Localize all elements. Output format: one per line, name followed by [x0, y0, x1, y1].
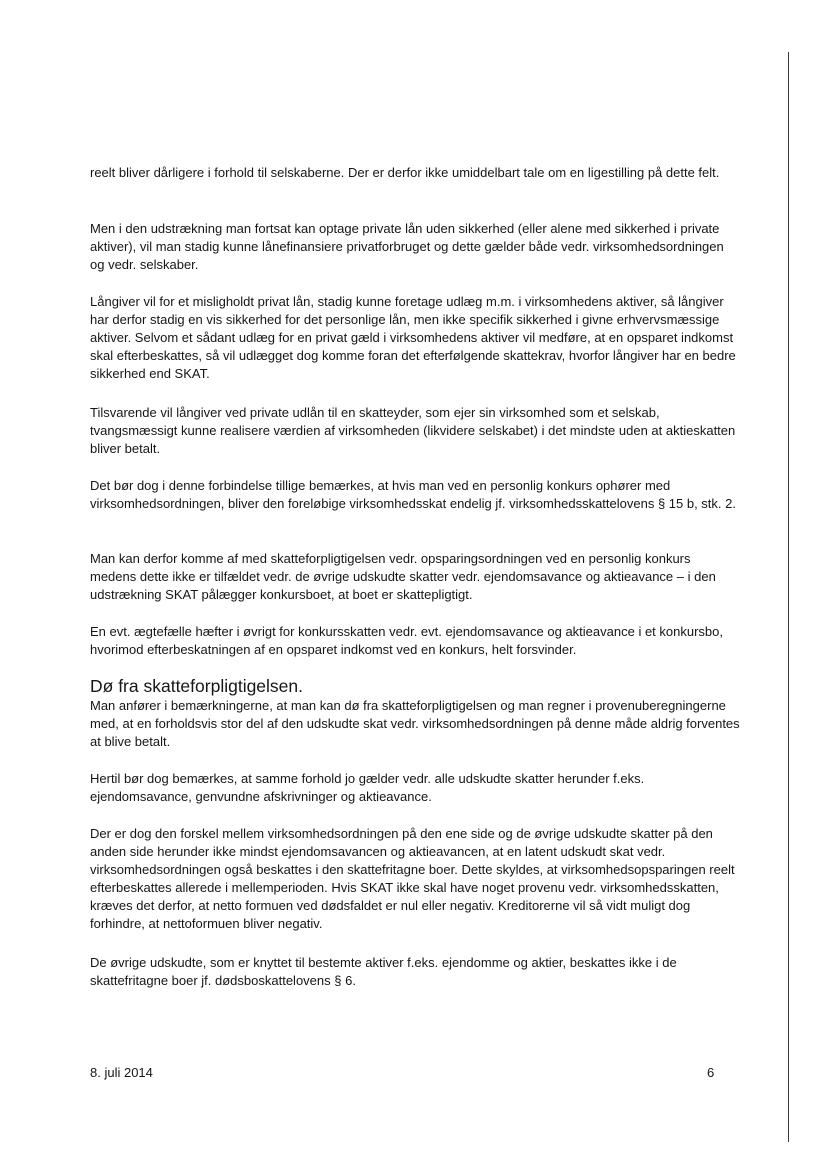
- scan-edge-line: [788, 52, 789, 1142]
- paragraph-5: Det bør dog i denne forbindelse tillige bemærkes, at hvis man ved en personlig konkurs ophører med virksomhedsordningen, bliver den foreløbige virksomhedsskat endelig jf. virksomhedsskattelovens § 15 b, stk. 2.: [90, 478, 736, 511]
- paragraph-9: Hertil bør dog bemærkes, at samme forhold jo gælder vedr. alle udskudte skatter herunder f.eks. ejendomsavance, genvundne afskrivninger og aktieavance.: [90, 771, 645, 804]
- paragraph-7: En evt. ægtefælle hæfter i øvrigt for konkursskatten vedr. evt. ejendomsavance og aktieavance i et konkursbo, hvorimod efterbeskatningen af en opsparet indkomst ved en konkurs, helt forsvinder.: [90, 624, 723, 657]
- footer-date: 8. juli 2014: [90, 1065, 153, 1080]
- paragraph-6: Man kan derfor komme af med skatteforpligtigelsen vedr. opsparingsordningen ved en personlig konkurs medens dette ikke er tilfældet vedr. de øvrige udskudte skatter vedr. ejendomsavance og aktieavance – i den udstrækning SKAT pålægger konkursboet, at boet er skattepligtigt.: [90, 551, 716, 602]
- paragraph-3: Långiver vil for et misligholdt privat lån, stadig kunne foretage udlæg m.m. i virksomhedens aktiver, så långiver har derfor stadig en vis sikkerhed for det personlige lån, men ikke specifik sikkerhed i givne erhvervsmæssige aktiver. Selvom et sådant udlæg for en privat gæld i virksomhedens aktiver vil medføre, at en opsparet indkomst skal efterbeskattes, så vil udlægget dog komme foran det efterfølgende skattekrav, hvorfor långiver har en bedre sikkerhed end SKAT.: [90, 294, 736, 381]
- paragraph-8: Man anfører i bemærkningerne, at man kan dø fra skatteforpligtigelsen og man regner i provenuberegningerne med, at en forholdsvis stor del af den udskudte skat vedr. virksomhedsordningen på denne måde aldrig forventes at blive betalt.: [90, 698, 740, 749]
- paragraph-2: Men i den udstrækning man fortsat kan optage private lån uden sikkerhed (eller alene med sikkerhed i private aktiver), vil man stadig kunne lånefinansiere privatforbruget og dette gælder både vedr. virksomhedsordningen og vedr. selskaber.: [90, 221, 724, 272]
- paragraph-1: reelt bliver dårligere i forhold til selskaberne. Der er derfor ikke umiddelbart tale om en ligestilling på dette felt.: [90, 165, 720, 180]
- page-number: 6: [707, 1065, 715, 1080]
- paragraph-11: De øvrige udskudte, som er knyttet til bestemte aktiver f.eks. ejendomme og aktier, beskattes ikke i de skattefritagne boer jf. dødsboskattelovens § 6.: [90, 955, 677, 988]
- section-heading: Dø fra skatteforpligtigelsen.: [90, 676, 304, 696]
- paragraph-10: Der er dog den forskel mellem virksomhedsordningen på den ene side og de øvrige udskudte skatter på den anden side herunder ikke mindst ejendomsavancen og aktieavancen, at en latent udskudt skat vedr. virksomhedsordningen også beskattes i den skattefritagne boer. Dette skyldes, at virksomhedsopsparingen reelt efterbeskattes allerede i mellemperioden. Hvis SKAT ikke skal have noget provenu vedr. virksomhedsskatten, kræves det derfor, at netto formuen ved dødsfaldet er nul eller negativ. Kreditorerne vil så vidt muligt dog forhindre, at nettoformuen bliver negativ.: [90, 826, 735, 931]
- paragraph-4: Tilsvarende vil långiver ved private udlån til en skatteyder, som ejer sin virksomhed som et selskab, tvangsmæssigt kunne realisere værdien af virksomheden (likvidere selskabet) i det mindste uden at aktieskatten bliver betalt.: [90, 405, 736, 456]
